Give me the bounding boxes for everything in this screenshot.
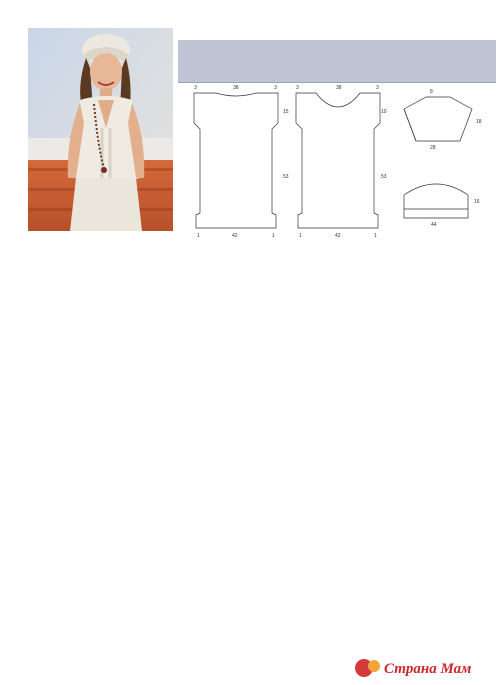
svg-text:1: 1 [197,233,200,238]
svg-text:15: 15 [283,109,289,115]
svg-text:38: 38 [336,85,342,91]
svg-text:28: 28 [430,145,436,151]
svg-text:3: 3 [274,85,277,91]
svg-text:42: 42 [335,233,341,238]
legend [333,532,493,534]
svg-text:10: 10 [381,109,387,115]
watermark-logo [352,656,492,680]
svg-text:53: 53 [283,174,289,180]
svg-text:42: 42 [232,233,238,238]
svg-text:16: 16 [474,199,480,205]
svg-text:8: 8 [430,89,433,95]
svg-text:3: 3 [376,85,379,91]
svg-text:44: 44 [431,222,437,228]
svg-text:1: 1 [272,233,275,238]
stitch-chart [33,472,288,660]
svg-text:3: 3 [194,85,197,91]
model-photo [28,28,173,231]
pattern-header-bar [178,40,496,82]
svg-text:Страна Мам: Страна Мам [384,661,472,677]
svg-text:3: 3 [296,85,299,91]
svg-text:1: 1 [299,233,302,238]
svg-text:53: 53 [381,174,387,180]
svg-text:1: 1 [374,233,377,238]
svg-text:38: 38 [233,85,239,91]
svg-text:18: 18 [476,119,482,125]
garment-schematics [178,83,496,238]
